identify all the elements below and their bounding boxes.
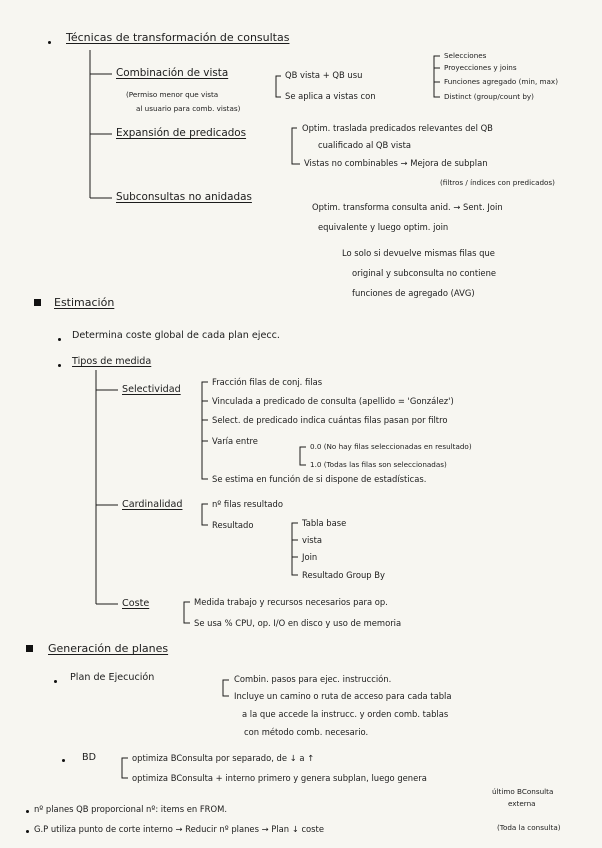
resultado-item-2: vista xyxy=(302,535,323,545)
selectividad-item-2: Vinculada a predicado de consulta (apellido = 'González') xyxy=(212,396,454,406)
resultado-item-3: Join xyxy=(302,552,318,562)
selectividad-item-4: Varía entre xyxy=(212,436,258,446)
subconsultas-line-3: Lo solo si devuelve mismas filas que xyxy=(342,248,495,258)
coste-label: Coste xyxy=(122,598,150,609)
plan-line-2: Incluye un camino o ruta de acceso para cada tabla xyxy=(234,691,452,701)
aplica-item-1: Selecciones xyxy=(444,51,487,60)
expansion-optim-2: cualificado al QB vista xyxy=(318,140,411,150)
subconsultas-line-1: Optim. transforma consulta anid. → Sent. Join xyxy=(312,202,503,212)
selectividad-range-1: 1.0 (Todas las filas son seleccionadas) xyxy=(310,460,447,469)
bd-line-5: (Toda la consulta) xyxy=(497,823,561,832)
combinacion-aplica: Se aplica a vistas con xyxy=(285,91,376,101)
cardinalidad-n: nº filas resultado xyxy=(212,499,283,509)
plan-line-1: Combin. pasos para ejec. instrucción. xyxy=(234,674,392,684)
section-title-transformacion: Técnicas de transformación de consultas xyxy=(66,31,290,44)
estimacion-tipos: Tipos de medida xyxy=(72,356,152,367)
section-title-estimacion: Estimación xyxy=(54,296,115,309)
plan-line-4: con método comb. necesario. xyxy=(244,727,369,737)
plan-line-3: a la que accede la instrucc. y orden comb. tablas xyxy=(242,709,449,719)
combinacion-note-1: (Permiso menor que vista xyxy=(126,90,219,99)
aplica-item-2: Proyecciones y joins xyxy=(444,63,517,72)
bullet-dot xyxy=(26,810,29,813)
planes-proporcional: nº planes QB proporcional nº: items en FROM. xyxy=(34,804,227,814)
selectividad-item-1: Fracción filas de conj. filas xyxy=(212,377,323,387)
bullet-dot xyxy=(62,759,65,762)
bullet-dot xyxy=(48,41,51,44)
bullet-dot xyxy=(58,338,61,341)
resultado-item-4: Resultado Group By xyxy=(302,570,385,580)
selectividad-item-3: Select. de predicado indica cuántas filas pasan por filtro xyxy=(212,415,448,425)
coste-line-2: Se usa % CPU, op. I/O en disco y uso de memoria xyxy=(194,618,402,628)
bd-line-2: optimiza BConsulta + interno primero y genera subplan, luego genera xyxy=(132,773,427,783)
selectividad-range-0: 0.0 (No hay filas seleccionadas en resultado) xyxy=(310,442,472,451)
selectividad-item-5: Se estima en función de si dispone de estadísticas. xyxy=(212,474,427,484)
bullet-dot xyxy=(26,830,29,833)
aplica-item-4: Distinct (group/count by) xyxy=(444,92,534,101)
expansion-optim-1: Optim. traslada predicados relevantes del QB xyxy=(302,123,493,133)
subconsultas-label: Subconsultas no anidadas xyxy=(116,191,252,203)
subconsultas-line-5: funciones de agregado (AVG) xyxy=(352,288,475,298)
bullet-dot xyxy=(54,680,57,683)
plan-label: Plan de Ejecución xyxy=(70,672,155,683)
combinacion-note-2: al usuario para comb. vistas) xyxy=(136,104,241,113)
subconsultas-line-4: original y subconsulta no contiene xyxy=(352,268,497,278)
aplica-item-3: Funciones agregado (min, max) xyxy=(444,77,558,86)
bd-line-3: último BConsulta xyxy=(492,787,554,796)
section-title-generacion: Generación de planes xyxy=(48,642,169,655)
subconsultas-line-2: equivalente y luego optim. join xyxy=(318,222,449,232)
expansion-label: Expansión de predicados xyxy=(116,127,247,139)
bd-line-1: optimiza BConsulta por separado, de ↓ a ↑ xyxy=(132,753,315,763)
section-square-generacion xyxy=(26,645,33,652)
resultado-item-1: Tabla base xyxy=(302,518,347,528)
expansion-filtros: (filtros / índices con predicados) xyxy=(440,178,555,187)
selectividad-label: Selectividad xyxy=(122,384,181,395)
cardinalidad-label: Cardinalidad xyxy=(122,499,183,510)
cardinalidad-resultado: Resultado xyxy=(212,520,254,530)
bd-line-4: externa xyxy=(508,799,536,808)
coste-line-1: Medida trabajo y recursos necesarios para op. xyxy=(194,597,388,607)
gp-line: G.P utiliza punto de corte interno → Reducir nº planes → Plan ↓ coste xyxy=(34,824,324,834)
bd-label: BD xyxy=(82,752,96,763)
estimacion-b1: Determina coste global de cada plan ejecc. xyxy=(72,330,280,341)
expansion-vistas: Vistas no combinables → Mejora de subplan xyxy=(304,158,488,168)
combinacion-label: Combinación de vista xyxy=(116,67,229,79)
combinacion-qb: QB vista + QB usu xyxy=(285,70,363,80)
bullet-dot xyxy=(58,364,61,367)
section-square-estimacion xyxy=(34,299,41,306)
